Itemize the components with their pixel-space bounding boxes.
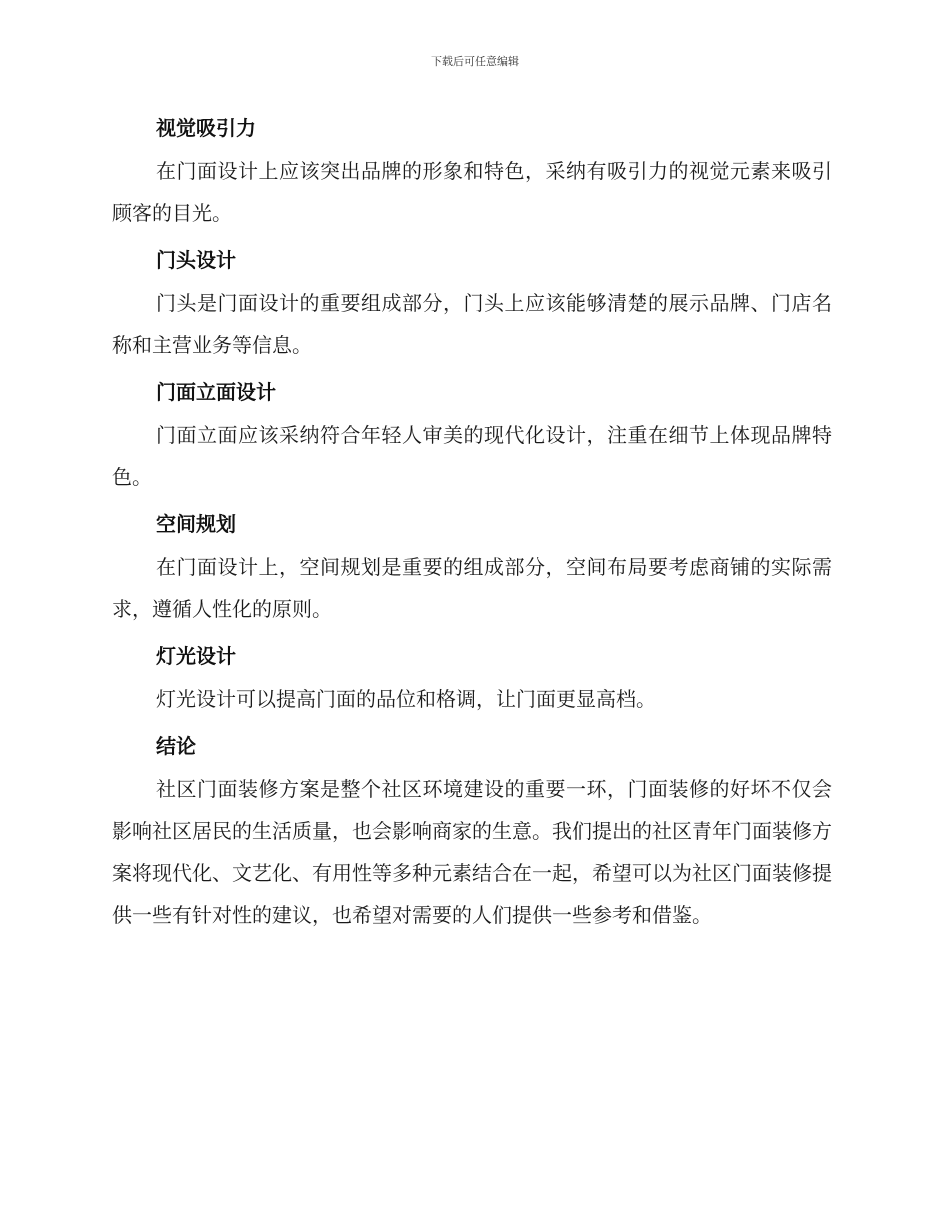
section-heading: 结论: [156, 734, 196, 758]
section-paragraph: 社区门面装修方案是整个社区环境建设的重要一环，门面装修的好坏不仅会影响社区居民的生活质量，也会影响商家的生意。我们提出的社区青年门面装修方案将现代化、文艺化、有用性等多种元素结合在一起，希望可以为社区门面装修提供一些有针对性的建议，也希望对需要的人们提供一些参考和借鉴。: [112, 777, 832, 927]
section-heading: 空间规划: [156, 512, 236, 536]
section-paragraph: 门头是门面设计的重要组成部分，门头上应该能够清楚的展示品牌、门店名称和主营业务等信息。: [112, 291, 832, 357]
section-space-planning: [112, 504, 832, 630]
section-lighting-design: [112, 636, 832, 720]
section-paragraph: 门面立面应该采纳符合年轻人审美的现代化设计，注重在细节上体现品牌特色。: [112, 423, 832, 489]
section-heading: 门面立面设计: [156, 380, 276, 404]
section-visual-appeal: [112, 108, 832, 234]
section-paragraph: 在门面设计上应该突出品牌的形象和特色，采纳有吸引力的视觉元素来吸引顾客的目光。: [112, 159, 832, 225]
page-header: 下载后可任意编辑: [431, 55, 519, 68]
section-facade-design: [112, 372, 832, 498]
section-heading: 门头设计: [156, 248, 236, 272]
section-heading: 视觉吸引力: [156, 116, 256, 140]
section-door-head-design: [112, 240, 832, 366]
section-paragraph: 灯光设计可以提高门面的品位和格调，让门面更显高档。: [156, 687, 656, 711]
section-heading: 灯光设计: [156, 644, 236, 668]
section-paragraph: 在门面设计上，空间规划是重要的组成部分，空间布局要考虑商铺的实际需求，遵循人性化的原则。: [112, 555, 832, 621]
document-body: [112, 108, 832, 942]
section-conclusion: [112, 726, 832, 936]
